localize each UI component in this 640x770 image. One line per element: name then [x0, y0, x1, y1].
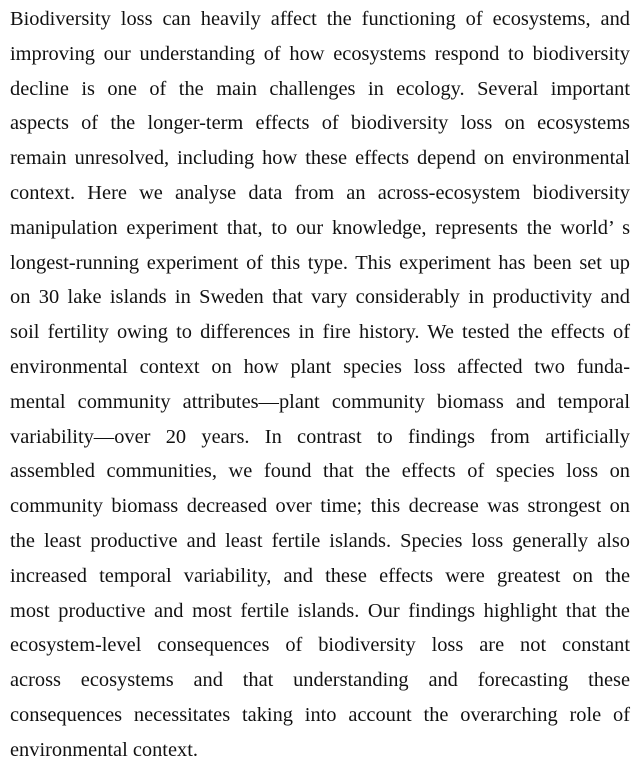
- abstract-line: longest-running experiment of this type. This experiment has been set up: [10, 251, 630, 274]
- abstract-line: soil fertility owing to differences in fire history. We tested the effects of: [10, 321, 630, 344]
- abstract-line: community biomass decreased over time; this decrease was strongest on: [10, 495, 630, 518]
- abstract-line: environmental context.: [10, 738, 198, 761]
- abstract-line: assembled communities, we found that the effects of species loss on: [10, 460, 630, 483]
- abstract-line: across ecosystems and that understanding and forecasting these: [10, 669, 630, 692]
- abstract-line: remain unresolved, including how these effects depend on environmental: [10, 147, 630, 170]
- abstract-line: the least productive and least fertile islands. Species loss generally also: [10, 529, 630, 552]
- abstract-line: decline is one of the main challenges in ecology. Several important: [10, 77, 630, 100]
- abstract-line: aspects of the longer-term effects of biodiversity loss on ecosystems: [10, 112, 630, 135]
- abstract-line: ecosystem-level consequences of biodiversity loss are not constant: [10, 634, 630, 657]
- abstract-line: manipulation experiment that, to our knowledge, represents the world’ s: [10, 216, 630, 239]
- abstract-line: context. Here we analyse data from an across-ecosystem biodiversity: [10, 181, 630, 204]
- abstract-line: increased temporal variability, and these effects were greatest on the: [10, 564, 630, 587]
- abstract-line: environmental context on how plant species loss affected two funda-: [10, 355, 630, 378]
- abstract-line: improving our understanding of how ecosystems respond to biodiversity: [10, 42, 630, 65]
- abstract-line: mental community attributes—plant community biomass and temporal: [10, 390, 630, 413]
- abstract-line: most productive and most fertile islands. Our findings highlight that the: [10, 599, 630, 622]
- abstract-line: on 30 lake islands in Sweden that vary considerably in productivity and: [10, 286, 630, 309]
- abstract-text-block: [10, 2, 630, 768]
- abstract-line: Biodiversity loss can heavily affect the functioning of ecosystems, and: [10, 8, 630, 30]
- abstract-line: variability—over 20 years. In contrast to findings from artificially: [10, 425, 630, 448]
- abstract-line: consequences necessitates taking into account the overarching role of: [10, 703, 630, 726]
